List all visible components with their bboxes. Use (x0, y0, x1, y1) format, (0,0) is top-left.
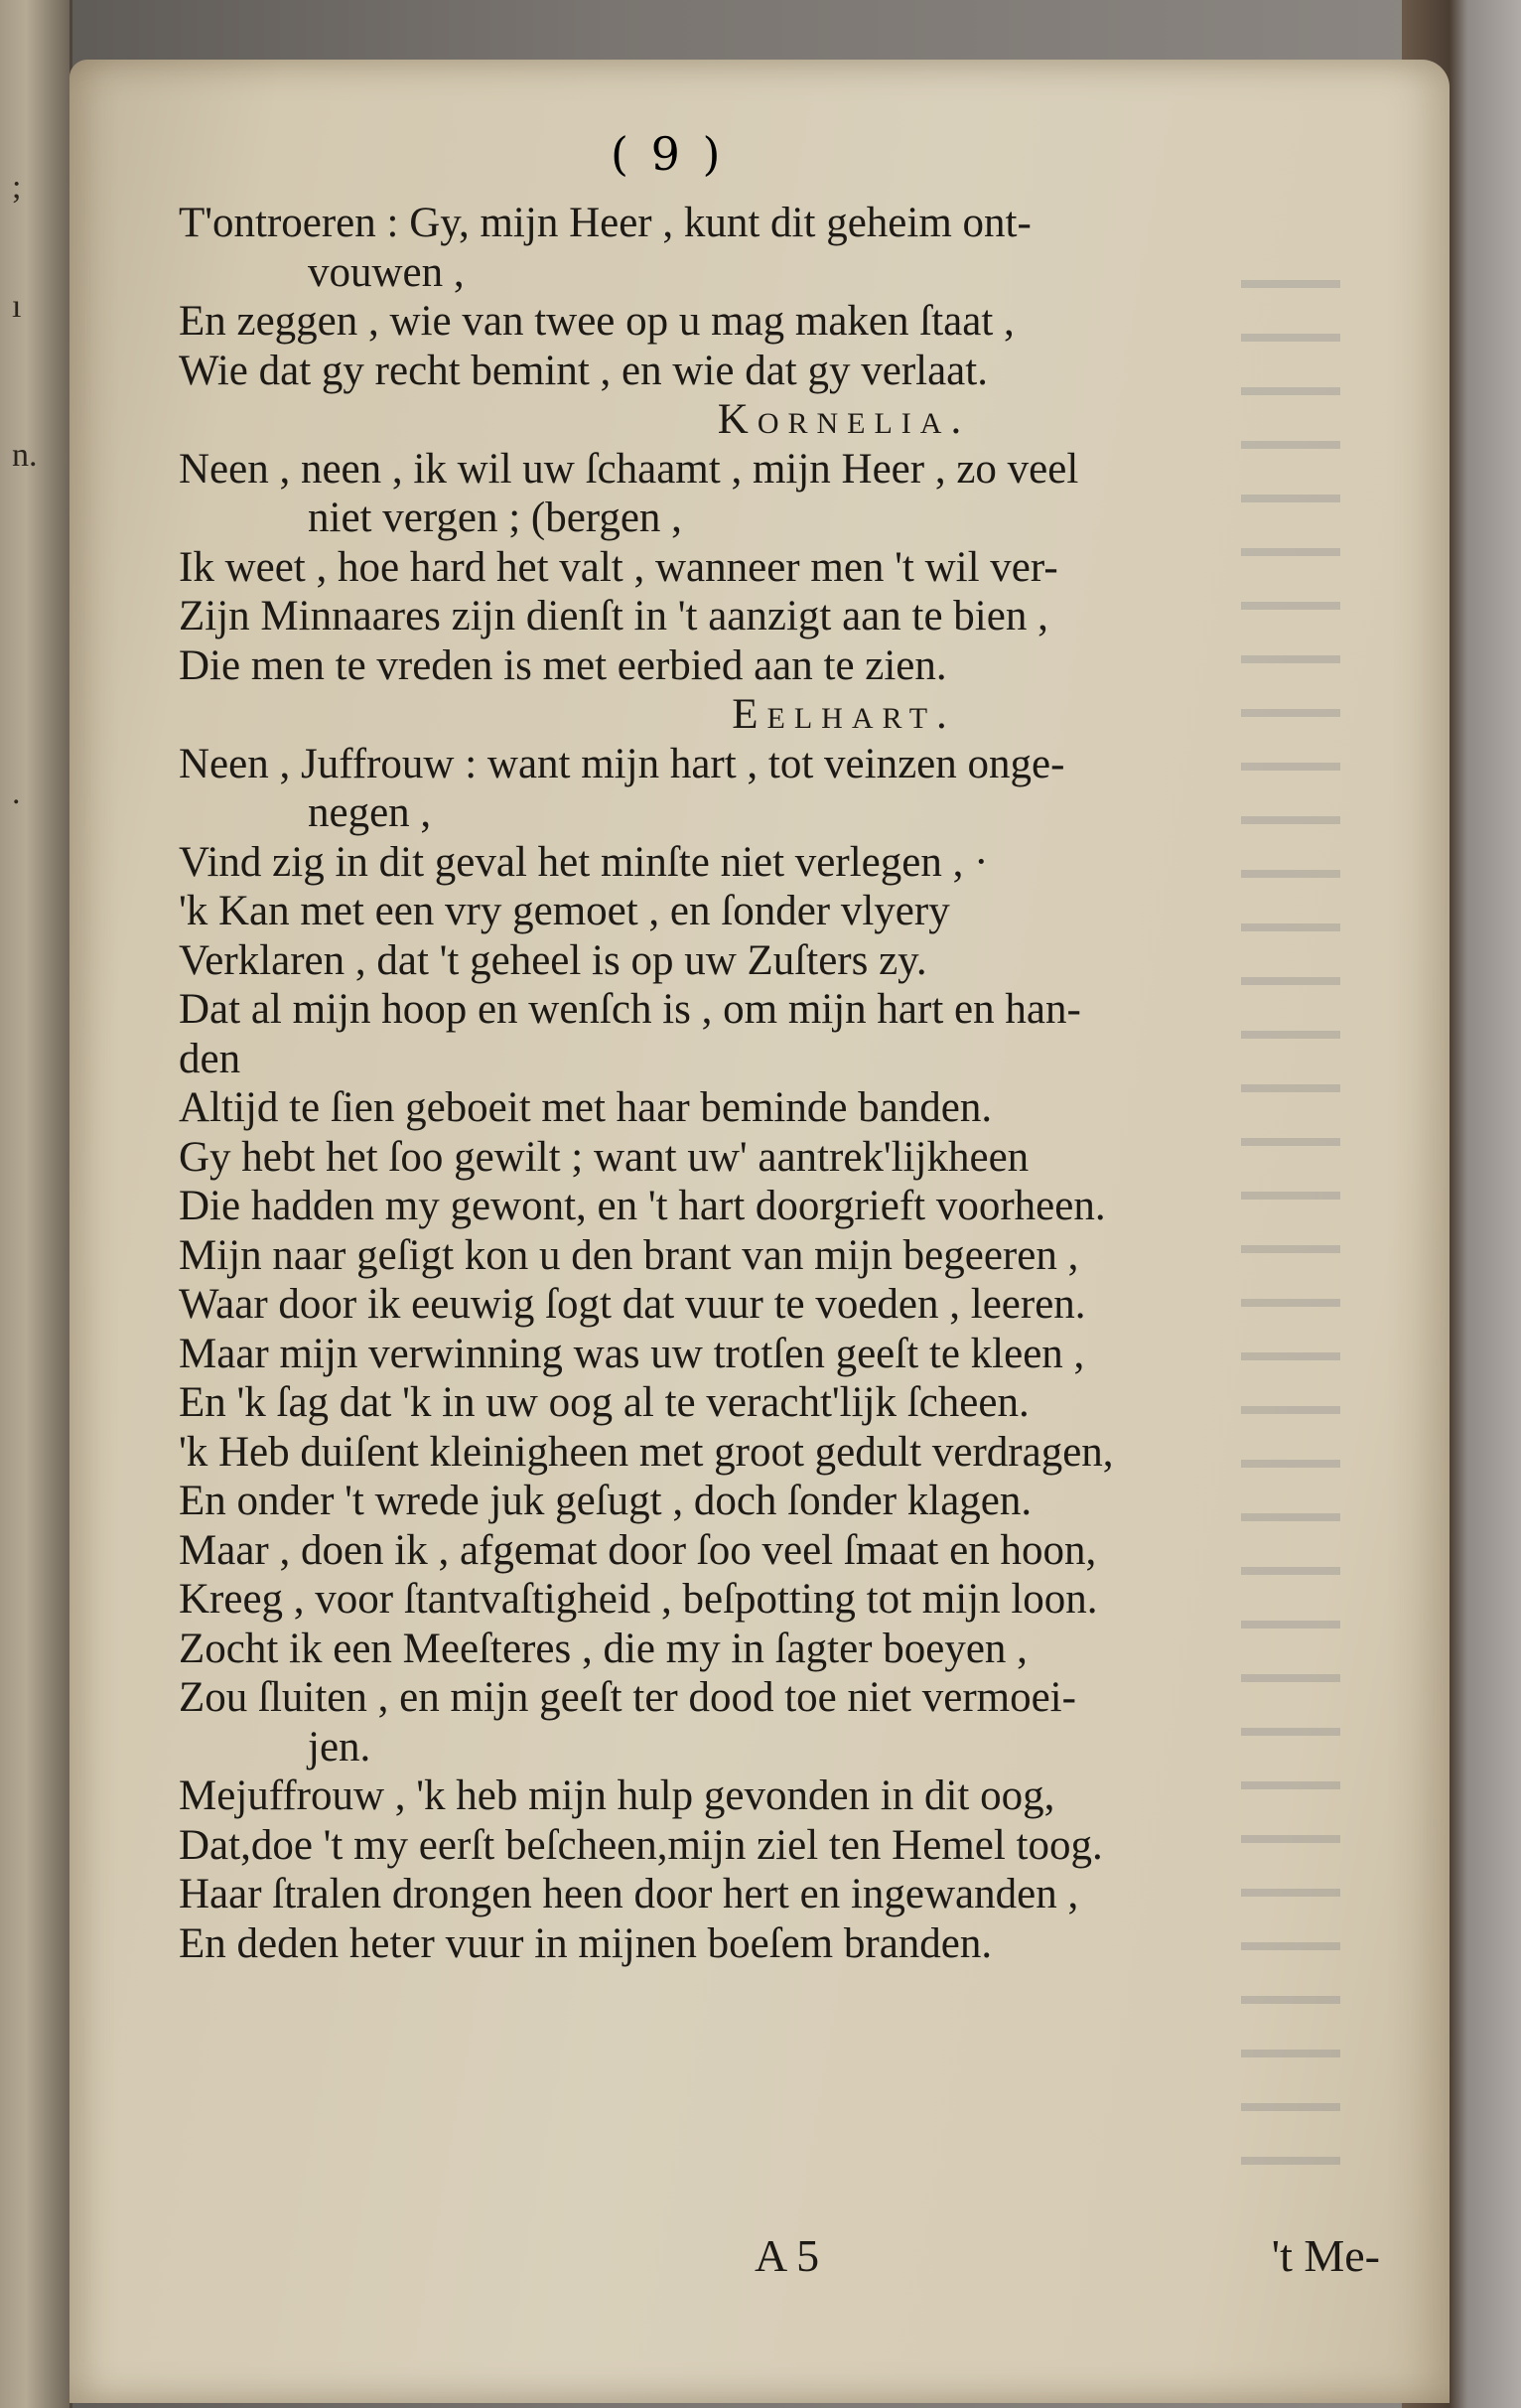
poem-text-block (179, 199, 1390, 1968)
page-number: ( 9 ) (611, 127, 725, 181)
text-line: den (179, 1035, 241, 1082)
text-line: negen , (308, 789, 432, 836)
text-line: Mijn naar geſigt kon u den brant van mijn begeeren , (179, 1231, 1079, 1279)
left-page-fragment: . (12, 775, 21, 811)
text-line: Zou ſluiten , en mijn geeſt ter dood toe niet vermoei- (179, 1674, 1076, 1721)
catchword: 't Me- (1271, 2230, 1380, 2281)
text-line: Zijn Minnaares zijn dienſt in 't aanzigt aan te bien , (179, 593, 1048, 639)
text-line: Dat al mijn hoop en wenſch is , om mijn hart en han- (179, 986, 1081, 1033)
book-page (69, 60, 1450, 2403)
text-line: Maar , doen ik , afgemat door ſoo veel ſmaat en hoon, (179, 1526, 1097, 1574)
text-line: Altijd te ſien geboeit met haar beminde banden. (179, 1084, 993, 1131)
text-line: Verklaren , dat 't geheel is op uw Zuſters zy. (179, 936, 927, 984)
text-line: Ik weet , hoe hard het valt , wanneer men 't wil ver- (179, 543, 1058, 591)
text-line: Haar ſtralen drongen heen door hert en ingewanden , (179, 1871, 1079, 1917)
page-footer (179, 2229, 1390, 2289)
text-line: Zocht ik een Meeſteres , die my in ſagter boeyen , (179, 1625, 1028, 1672)
text-line: Kreeg , voor ſtantvaſtigheid , beſpotting tot mijn loon. (179, 1576, 1098, 1623)
text-line: En zeggen , wie van twee op u mag maken ſtaat , (179, 298, 1015, 345)
text-line: Die hadden my gewont, en 't hart doorgrieft voorheen. (179, 1183, 1106, 1229)
left-page-fragment: ; (12, 169, 22, 206)
text-line: vouwen , (308, 248, 465, 296)
text-line: Dat,doe 't my eerſt beſcheen,mijn ziel ten Hemel toog. (179, 1821, 1103, 1869)
text-line: En 'k ſag dat 'k in uw oog al te veracht'lijk ſcheen. (179, 1379, 1030, 1426)
text-line: Die men te vreden is met eerbied aan te zien. (179, 641, 947, 689)
text-line: Waar door ik eeuwig ſogt dat vuur te voeden , leeren. (179, 1281, 1086, 1328)
text-line: jen. (308, 1723, 371, 1771)
text-line: Maar mijn verwinning was uw trotſen geeſt te kleen , (179, 1330, 1085, 1377)
text-line: Neen , neen , ik wil uw ſchaamt , mijn Heer , zo veel (179, 445, 1079, 493)
text-line: T'ontroeren : Gy, mijn Heer , kunt dit geheim ont- (179, 200, 1032, 246)
text-line: Vind zig in dit geval het minſte niet verlegen , · (179, 838, 989, 886)
text-line: niet vergen ; (bergen , (308, 495, 682, 541)
text-line: Gy hebt het ſoo gewilt ; want uw' aantrek'lijkheen (179, 1133, 1030, 1181)
text-line: Neen , Juffrouw : want mijn hart , tot veinzen onge- (179, 740, 1065, 787)
left-page-fragment: ı (12, 288, 22, 325)
text-line: En onder 't wrede juk geſugt , doch ſonder klagen. (179, 1478, 1033, 1524)
speaker-name: Eelhart. (732, 691, 956, 738)
text-line: Mejuffrouw , 'k heb mijn hulp gevonden in dit oog, (179, 1772, 1055, 1819)
left-page-fragment: n. (12, 437, 38, 474)
signature-mark: A 5 (755, 2230, 820, 2281)
text-line: En deden heter vuur in mijnen boeſem branden. (179, 1919, 993, 1967)
text-line: Wie dat gy recht bemint , en wie dat gy verlaat. (179, 347, 988, 394)
speaker-name: Kornelia. (717, 396, 971, 443)
text-line: 'k Heb duiſent kleinigheen met groot gedult verdragen, (179, 1428, 1114, 1476)
text-line: 'k Kan met een vry gemoet , en ſonder vlyery (179, 888, 950, 934)
left-facing-page (0, 0, 72, 2408)
